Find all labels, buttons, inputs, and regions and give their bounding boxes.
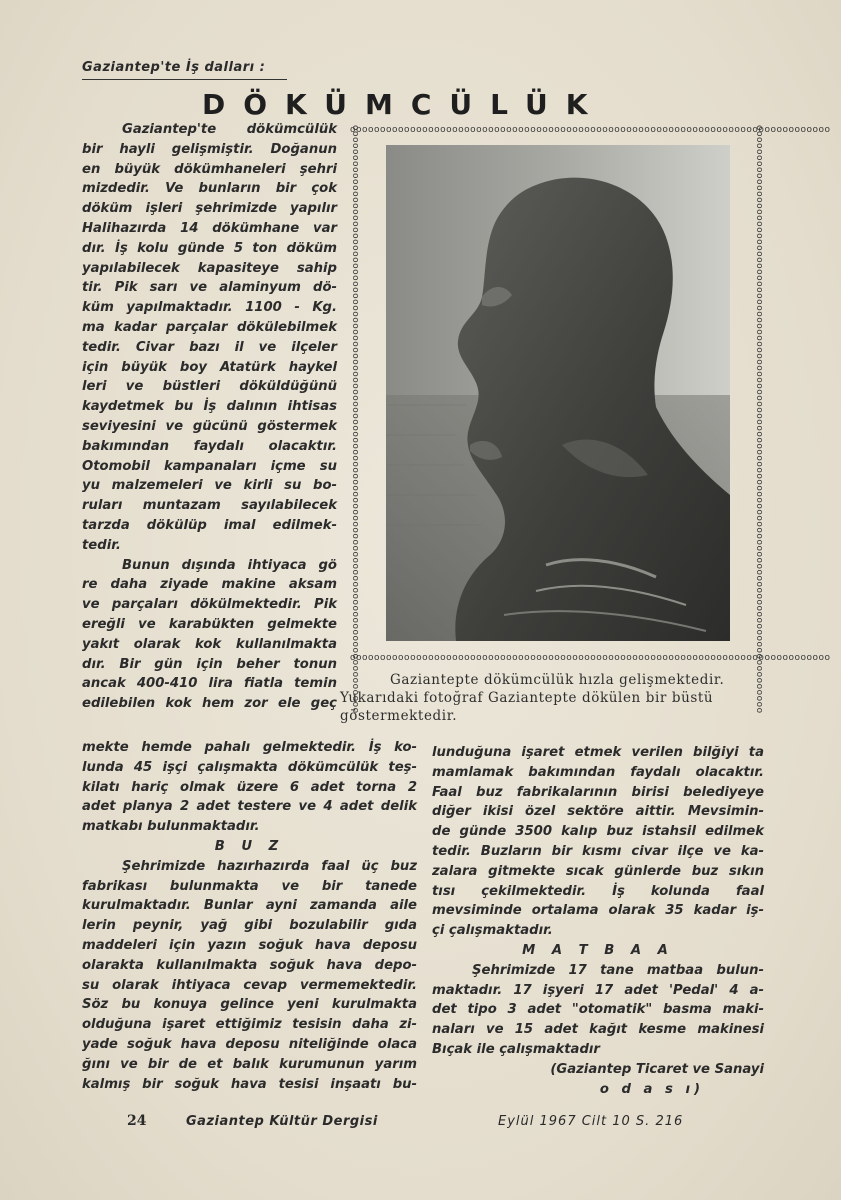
text-line: zalara gitmekte sıcak günlerde buz sıkın [432, 863, 764, 879]
article-headline: DÖKÜMCÜLÜK [202, 88, 606, 121]
signature-line: (Gaziantep Ticaret ve Sanayi [550, 1061, 764, 1077]
text-line: bakımından faydalı olacaktır. [82, 438, 337, 454]
subhead-buz: B U Z [214, 838, 285, 854]
chain-border-right: ᴏᴏᴏᴏᴏᴏᴏᴏᴏᴏᴏᴏᴏᴏᴏᴏᴏᴏᴏᴏᴏᴏᴏᴏᴏᴏᴏᴏᴏᴏᴏᴏᴏᴏᴏᴏᴏᴏᴏᴏᴏᴏᴏᴏᴏᴏᴏᴏᴏᴏᴏᴏᴏᴏᴏᴏᴏᴏᴏᴏᴏᴏᴏᴏᴏᴏᴏᴏᴏᴏᴏᴏᴏᴏᴏᴏᴏᴏᴏᴏᴏᴏᴏᴏᴏᴏᴏᴏᴏᴏᴏᴏᴏᴏᴏᴏᴏᴏ [754, 125, 764, 714]
text-line: dır. Bir gün için beher tonun [82, 656, 337, 672]
text-line: Bıçak ile çalışmaktadır [432, 1041, 600, 1057]
text-line: kurulmaktadır. Bunlar ayni zamanda aile [82, 898, 417, 914]
text-line: diğer ikisi özel sektöre aittir. Mevsimin- [432, 804, 764, 820]
text-line: olarakta kullanılmakta soğuk hava depo- [82, 957, 417, 973]
text-line: tısı çekilmektedir. İş kolunda faal [432, 883, 764, 899]
text-line: tedir. Buzların bir kısmı civar ilçe ve ka- [432, 843, 764, 859]
text-line: kaydetmek bu İş dalının ihtisas [82, 399, 337, 415]
text-line: lunda 45 işçi çalışmakta dökümcülük teş- [82, 759, 417, 775]
page-number: 24 [127, 1113, 147, 1129]
section-label: Gaziantep'te İş dalları : [82, 60, 266, 75]
text-line: lunduğuna işaret etmek verilen bilğiyi ta [432, 745, 764, 760]
text-line: ma kadar parçalar dökülebilmek [82, 319, 337, 335]
text-line: yapılabilecek kapasiteye sahip [82, 260, 337, 276]
article-column-bottom-right [432, 743, 764, 1099]
text-line: ruları muntazam sayılabilecek [82, 498, 337, 514]
text-line: tarzda dökülüp imal edilmek- [82, 517, 337, 533]
chain-border-bottom: ᴏᴏᴏᴏᴏᴏᴏᴏᴏᴏᴏᴏᴏᴏᴏᴏᴏᴏᴏᴏᴏᴏᴏᴏᴏᴏᴏᴏᴏᴏᴏᴏᴏᴏᴏᴏᴏᴏᴏᴏᴏᴏᴏᴏᴏᴏᴏᴏᴏᴏᴏᴏᴏᴏᴏᴏᴏᴏᴏᴏᴏᴏᴏᴏᴏᴏᴏᴏᴏᴏᴏᴏᴏᴏᴏᴏᴏᴏᴏᴏ [350, 653, 831, 663]
text-line: Faal buz fabrikalarının birisi belediyeye [432, 784, 764, 800]
text-line: leri ve büstleri döküldüğünü [82, 379, 337, 395]
text-line: mevsiminde ortalama olarak 35 kadar iş- [432, 903, 764, 919]
text-line: yade soğuk hava deposu niteliğinde olaca [82, 1036, 417, 1052]
text-line: Şehrimizde hazırhazırda faal üç buz [122, 858, 417, 874]
text-line: tir. Pik sarı ve alaminyum dö- [82, 280, 337, 296]
text-line: mekte hemde pahalı gelmektedir. İş ko- [82, 740, 417, 755]
text-line: naları ve 15 adet kağıt kesme makinesi [432, 1022, 764, 1038]
text-line: maktadır. 17 işyeri 17 adet 'Pedal' 4 a- [432, 982, 764, 998]
text-line: ğını ve bir de et balık kurumunun yarım [82, 1056, 417, 1072]
magazine-name: Gaziantep Kültür Dergisi [186, 1114, 378, 1129]
text-line: ve parçaları dökülmektedir. Pik [82, 597, 337, 613]
text-line: Otomobil kampanaları içme su [82, 458, 337, 474]
article-column-bottom-left [82, 738, 417, 1094]
text-line: Halihazırda 14 dökümhane var [82, 220, 337, 236]
text-line: adet planya 2 adet testere ve 4 adet delik [82, 799, 417, 815]
text-line: tedir. [82, 537, 121, 553]
text-line: su olarak ihtiyaca cevap vermemektedir. [82, 977, 417, 993]
text-line: yakıt olarak kok kullanılmakta [82, 636, 337, 652]
text-line: Gaziantep'te dökümcülük [122, 122, 337, 137]
text-line: Söz bu konuya gelince yeni kurulmakta [82, 997, 417, 1013]
text-line: de günde 3500 kalıp buz istahsil edilmek [432, 824, 764, 840]
chain-border-left: ᴏᴏᴏᴏᴏᴏᴏᴏᴏᴏᴏᴏᴏᴏᴏᴏᴏᴏᴏᴏᴏᴏᴏᴏᴏᴏᴏᴏᴏᴏᴏᴏᴏᴏᴏᴏᴏᴏᴏᴏᴏᴏᴏᴏᴏᴏᴏᴏᴏᴏᴏᴏᴏᴏᴏᴏᴏᴏᴏᴏᴏᴏᴏᴏᴏᴏᴏᴏᴏᴏᴏᴏᴏᴏᴏᴏᴏᴏᴏᴏᴏᴏᴏᴏᴏᴏᴏᴏᴏᴏᴏᴏᴏᴏᴏᴏᴏᴏ [350, 125, 360, 714]
text-line: döküm işleri şehrimizde yapılır [82, 201, 337, 217]
text-line: maddeleri için yazın soğuk hava deposu [82, 937, 417, 953]
text-line: dır. İş kolu günde 5 ton döküm [82, 240, 337, 256]
chain-border-top: ᴏᴏᴏᴏᴏᴏᴏᴏᴏᴏᴏᴏᴏᴏᴏᴏᴏᴏᴏᴏᴏᴏᴏᴏᴏᴏᴏᴏᴏᴏᴏᴏᴏᴏᴏᴏᴏᴏᴏᴏᴏᴏᴏᴏᴏᴏᴏᴏᴏᴏᴏᴏᴏᴏᴏᴏᴏᴏᴏᴏᴏᴏᴏᴏᴏᴏᴏᴏᴏᴏᴏᴏᴏᴏᴏᴏᴏᴏᴏᴏ [350, 125, 831, 135]
text-line: kilatı hariç olmak üzere 6 adet torna 2 [82, 779, 417, 795]
article-column-left [82, 120, 337, 714]
section-underline [82, 79, 287, 80]
signature-line: o d a s ı) [599, 1081, 704, 1097]
caption-line: göstermektedir. [340, 708, 458, 724]
text-line: ereğli ve karabükten gelmekte [82, 616, 337, 632]
text-line: edilebilen kok hem zor ele geç [82, 696, 337, 712]
text-line: tedir. Civar bazı il ve ilçeler [82, 339, 337, 355]
text-line: Şehrimizde 17 tane matbaa bulun- [472, 962, 764, 978]
text-line: ancak 400-410 lira fiatla temin [82, 676, 337, 692]
text-line: lerin peynir, yağ gibi bozulabilir gıda [82, 918, 417, 934]
text-line: Bunun dışında ihtiyaca gö [122, 557, 337, 573]
text-line: kalmış bir soğuk hava tesisi inşaatı bu- [82, 1076, 417, 1092]
caption-line: Gaziantepte dökümcülük hızla gelişmektedir. [390, 672, 725, 688]
text-line: en büyük dökümhaneleri şehri [82, 161, 337, 177]
text-line: bir hayli gelişmiştir. Doğanun [82, 141, 337, 157]
bust-photo [386, 145, 730, 641]
text-line: seviyesini ve gücünü göstermek [82, 418, 337, 434]
subhead-matbaa: M A T B A A [522, 942, 674, 958]
text-line: küm yapılmaktadır. 1100 - Kg. [82, 300, 337, 316]
text-line: olduğuna işaret ettiğimiz tesisin daha zi- [82, 1017, 417, 1033]
text-line: fabrikası bulunmakta ve bir tanede [82, 878, 417, 894]
text-line: det tipo 3 adet "otomatik" basma maki- [432, 1002, 764, 1018]
text-line: için büyük boy Atatürk haykel [82, 359, 337, 375]
photo-caption [340, 671, 770, 725]
text-line: çi çalışmaktadır. [432, 923, 553, 939]
text-line: mizdedir. Ve bunların bir çok [82, 181, 337, 197]
text-line: re daha ziyade makine aksam [82, 577, 337, 593]
text-line: yu malzemeleri ve kirli su bo- [82, 478, 337, 494]
text-line: matkabı bulunmaktadır. [82, 819, 260, 835]
issue-info: Eylül 1967 Cilt 10 S. 216 [498, 1114, 684, 1129]
text-line: mamlamak bakımından faydalı olacaktır. [432, 764, 764, 780]
caption-line: Yukarıdaki fotoğraf Gaziantepte dökülen bir büstü [340, 690, 714, 706]
